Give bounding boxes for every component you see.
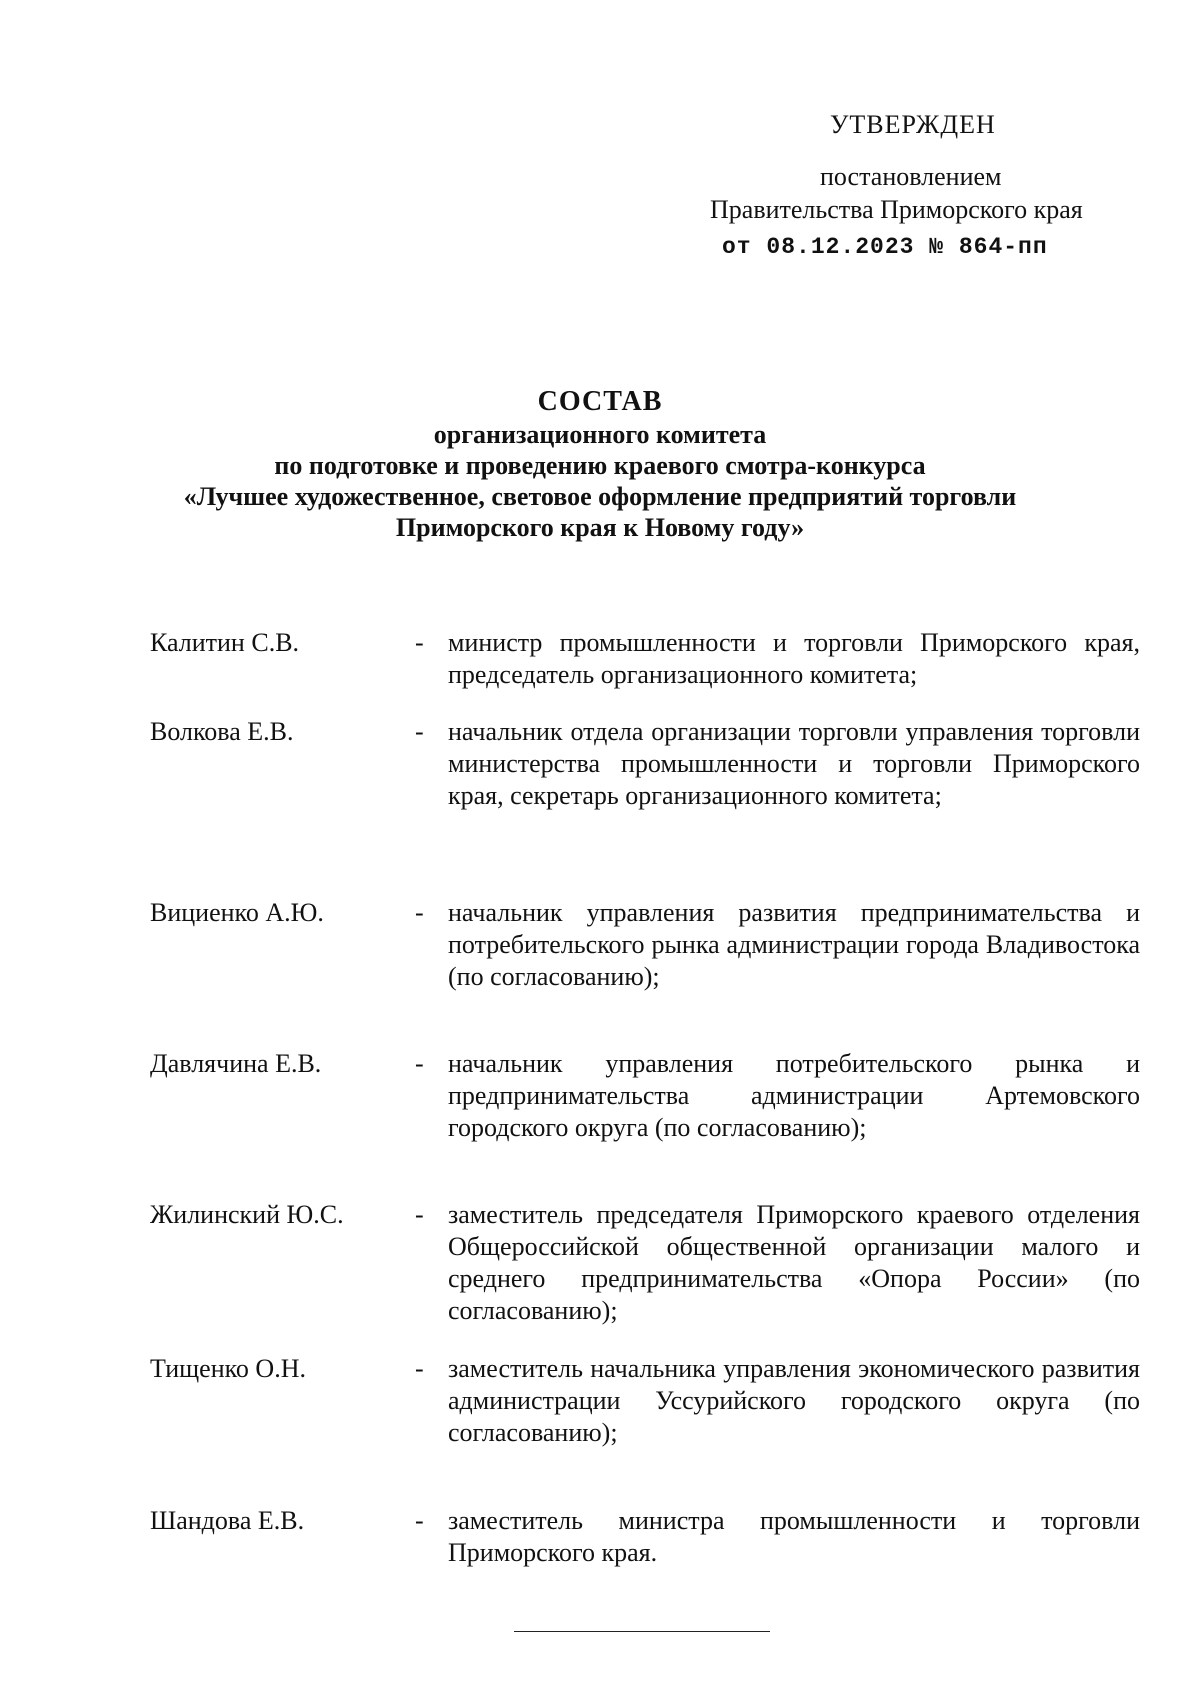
title-main: СОСТАВ — [537, 386, 663, 417]
member-dash: - — [415, 1200, 424, 1229]
title-line-2: по подготовке и проведению краевого смотра-конкурса — [274, 451, 926, 480]
member-dash: - — [415, 628, 424, 657]
member-dash: - — [415, 1506, 424, 1535]
member-role: заместитель председателя Приморского краевого отделения Общероссийской общественной организации малого и среднего предпринимательства «Опора России» (по согласованию); — [448, 1200, 1140, 1325]
title-line-3: «Лучшее художественное, световое оформление предприятий торговли — [183, 482, 1017, 511]
member-role: заместитель министра промышленности и торговли Приморского края. — [448, 1506, 1140, 1567]
approved-label: УТВЕРЖДЕН — [830, 110, 996, 139]
member-role: заместитель начальника управления экономического развития администрации Уссурийского городского округа (по согласованию); — [448, 1354, 1140, 1447]
member-dash: - — [415, 898, 424, 927]
title-line-4: Приморского края к Новому году» — [395, 513, 805, 542]
closing-rule — [514, 1631, 770, 1632]
decree-date-number: от 08.12.2023 № 864-пп — [722, 234, 1048, 260]
member-name: Тищенко О.Н. — [150, 1354, 306, 1383]
member-name: Калитин С.В. — [150, 628, 300, 657]
member-dash: - — [415, 1354, 424, 1383]
member-name: Вициенко А.Ю. — [150, 898, 324, 927]
member-role: начальник управления потребительского рынка и предпринимательства администрации Артемовского городского округа (по согласованию); — [448, 1049, 1140, 1142]
member-name: Жилинский Ю.С. — [150, 1200, 344, 1229]
member-name: Шандова Е.В. — [150, 1506, 305, 1535]
member-role: начальник отдела организации торговли управления торговли министерства промышленности и торговли Приморского края, секретарь организационного комитета; — [448, 717, 1140, 810]
member-role: начальник управления развития предпринимательства и потребительского рынка администрации города Владивостока (по согласованию); — [448, 898, 1140, 991]
document-title — [90, 385, 1110, 543]
government-label: Правительства Приморского края — [710, 195, 1083, 224]
member-role: министр промышленности и торговли Приморского края, председатель организационного комитета; — [448, 628, 1140, 689]
title-line-1: организационного комитета — [433, 420, 767, 449]
member-name: Волкова Е.В. — [150, 717, 294, 746]
member-dash: - — [415, 1049, 424, 1078]
member-dash: - — [415, 717, 424, 746]
decree-label: постановлением — [820, 162, 1002, 191]
member-name: Давлячина Е.В. — [150, 1049, 322, 1078]
